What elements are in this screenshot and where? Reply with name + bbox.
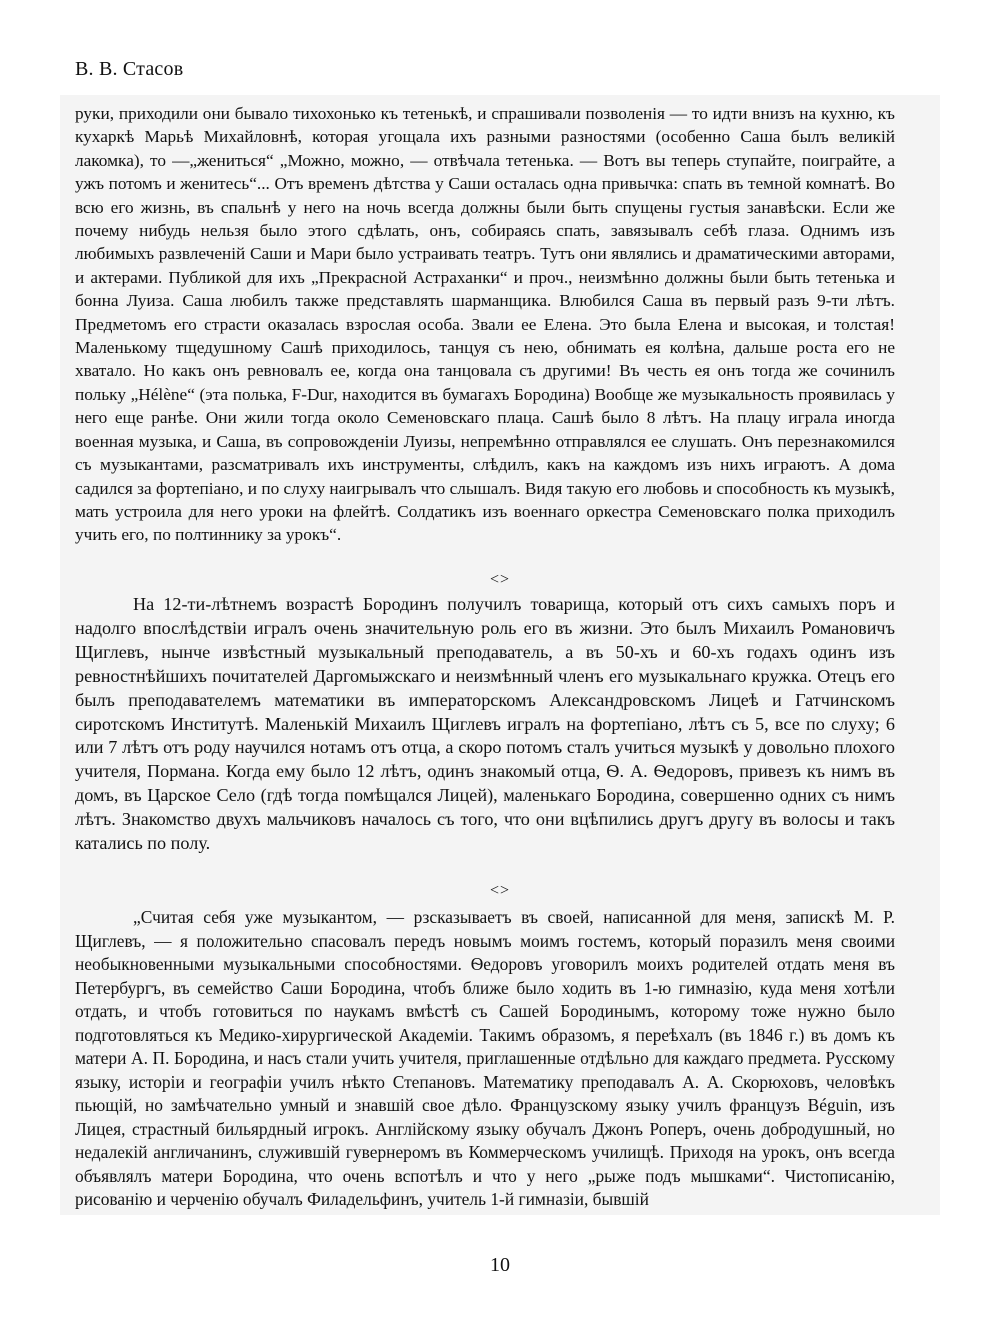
section-separator-2: <> (489, 882, 511, 899)
paragraph-3: „Считая себя уже музыкантом, — рзсказываетъ въ своей, написанной для меня, запискѣ М. Р. Щиглевъ, — я положительно спасовалъ передъ новымъ моимъ гостемъ, который поразилъ меня своими необыкновенными музыкальными способностями. Ѳедоровъ уговорилъ моихъ родителей отдать меня въ Петербургъ, въ семейство Саши Бородина, чтобъ ближе было ходить въ 1-ю гимназію, куда меня хотѣли отдать, и чтобъ готовиться по наукамъ вмѣстѣ съ Сашей Бородинымъ, которому тоже нужно было подготовляться къ Медико-хирургической Академіи. Такимъ образомъ, я переѣхалъ (въ 1846 г.) въ домъ къ матери А. П. Бородина, и насъ стали учить учителя, приглашенные отдѣльно для каждаго предмета. Русскому языку, исторіи и географіи училъ нѣкто Степановъ. Математику преподавалъ А. А. Скорюховъ, человѣкъ пьющій, но замѣчательно умный и знавшій свое дѣло. Французскому языку училъ французъ Béguin, изъ Лицея, страстный бильярдный игрокъ. Англійскому языку обучалъ Джонъ Роперъ, очень добродушный, но недалекій англичанинъ, служившій гувернеромъ въ Коммерческомъ училищѣ. Приходя на урокъ, онъ всегда объявлялъ матери Бородина, что очень вспотѣлъ и что у него „рыже подъ мышками“. Чистописанію, рисованію и черченію обучалъ Филадельфинъ, учитель 1-й гимназіи, бывшій (75, 907, 895, 1209)
paragraph-1: руки, приходили они бывало тихохонько къ тетенькѣ, и спрашивали позволенія — то идти внизъ на кухню, къ кухаркѣ Марьѣ Михайловнѣ, которая угощала ихъ разными разностями (особенно Саша былъ великій лакомка), то —„жениться“ „Можно, можно, — отвѣчала тетенька. — Вотъ вы теперь ступайте, поиграйте, а ужъ потомъ и женитесь“... Отъ временъ дѣтства у Саши осталась одна привычка: спать въ темной комнатѣ. Во всю его жизнь, въ спальнѣ у него на ночь всегда должны были быть спущены густыя занавѣски. Если же почему нибудь нельзя было этого сдѣлать, онъ, собираясь спать, завязывалъ себѣ глаза. Однимъ изъ любимыхъ развлеченій Саши и Мари было устраивать театръ. Тутъ они являлись и драматическими авторами, и актерами. Публикой для ихъ „Прекрасной Астраханки“ и проч., неизмѣнно должны были быть тетенька и бонна Луиза. Саша любилъ также представлять шарманщика. Влюбился Саша въ первый разъ 9-ти лѣтъ. Предметомъ его страсти оказалась взрослая особа. Звали ее Елена. Это была Елена и высокая, и толстая! Маленькому тщедушному Сашѣ приходилось, танцуя съ нею, обнимать ея колѣна, дальше роста его не хватало. Но какъ онъ ревновалъ ее, когда она танцовала съ другими! Въ честь ея онъ тогда же сочинилъ польку „Hélène“ (эта полька, F-Dur, находится въ бумагахъ Бородина) Вообще же музыкальность проявилась у него еще ранѣе. Они жили тогда около Семеновскаго плаца. Сашѣ было 8 лѣтъ. На плацу играла иногда военная музыка, и Саша, въ сопровожденіи Луизы, непремѣнно отправлялся ее слушать. Онъ перезнакомился съ музыкантами, разсматривалъ ихъ инструменты, слѣдилъ, какъ на каждомъ изъ нихъ играютъ. А дома садился за фортепіано, и по слуху наигрывалъ что слышалъ. Видя такую его любовь и способность къ музыкѣ, мать устроила для него уроки на флейтѣ. Солдатикъ изъ военнаго оркестра Семеновскаго полка приходилъ учить его, по полтиннику за урокъ“. (75, 104, 895, 545)
paragraph-2: На 12-ти-лѣтнемъ возрастѣ Бородинъ получилъ товарища, который отъ сихъ самыхъ поръ и надолго впослѣдствіи игралъ очень значительную роль его въ жизни. Это былъ Михаилъ Романовичъ Щиглевъ, нынче извѣстный музыкальный преподаватель, а въ 50-хъ и 60-хъ годахъ одинъ изъ ревностнѣйшихъ почитателей Даргомыжскаго и неизмѣнный членъ его музыкальнаго кружка. Отецъ его былъ преподавателемъ математики въ императорскомъ Александровскомъ Лицеѣ и Гатчинскомъ сиротскомъ Институтѣ. Маленькій Михаилъ Щиглевъ игралъ на фортепіано, лѣтъ съ 5, все по слуху; 6 или 7 лѣтъ отъ роду научился нотамъ отъ отца, а скоро потомъ сталъ учиться музыкѣ у довольно плохого учителя, Пормана. Когда ему было 12 лѣтъ, одинъ знакомый отца, Ѳ. А. Ѳедоровъ, привезъ къ нимъ въ домъ, въ Царское Село (гдѣ тогда помѣщался Лицей), маленькаго Бородина, совершенно одних съ нимъ лѣтъ. Знакомство двухъ мальчиковъ началось съ того, что они вцѣпились другъ другу въ волосы и такъ катались по полу. (75, 594, 895, 854)
running-head: В. В. Стасов (75, 58, 184, 80)
text-block-2 (75, 593, 895, 856)
text-block-3 (75, 906, 895, 1212)
text-block-1 (75, 102, 895, 547)
section-separator-1: <> (489, 571, 511, 588)
page-number: 10 (490, 1254, 510, 1276)
